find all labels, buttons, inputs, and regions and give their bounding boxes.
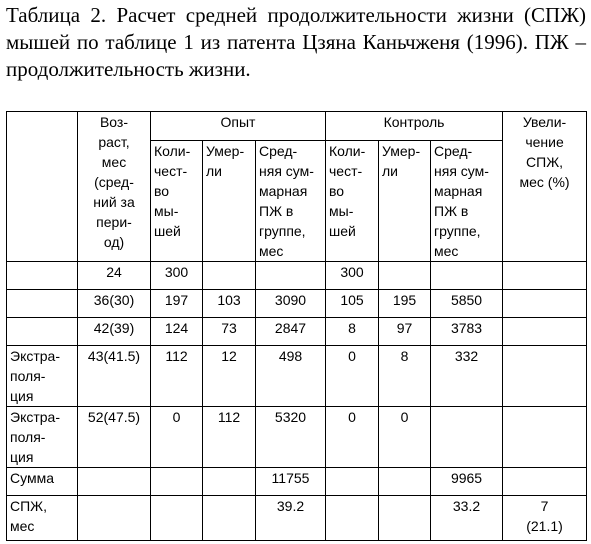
- age-cell: [78, 468, 151, 496]
- ctrl-count-cell: 105: [326, 290, 379, 318]
- ctrl-avg-cell: [431, 262, 503, 290]
- exp-avg-cell: 11755: [256, 468, 326, 496]
- ctrl-count-cell: [326, 496, 379, 541]
- increase-cell: 7 (21.1): [503, 496, 587, 541]
- exp-avg-cell: 5320: [256, 407, 326, 468]
- ctrl-died-cell: [379, 262, 431, 290]
- header-exp-avg: Сред- няя сум- марная ПЖ в группе, мес: [256, 141, 326, 262]
- ctrl-avg-cell: 332: [431, 346, 503, 407]
- exp-count-cell: [151, 496, 203, 541]
- header-row-1: [7, 112, 587, 141]
- ctrl-died-cell: 8: [379, 346, 431, 407]
- header-ctrl-died: Умер- ли: [379, 141, 431, 262]
- header-age: Воз- раст, мес (сред- ний за пери- од): [78, 112, 151, 262]
- table-row: [7, 262, 587, 290]
- table-row: [7, 496, 587, 541]
- header-ctrl-avg: Сред- няя сум- марная ПЖ в группе, мес: [431, 141, 503, 262]
- table-row: [7, 407, 587, 468]
- table-caption: Таблица 2. Расчет средней продолжительности жизни (СПЖ) мышей по таблице 1 из патента Цзяна Каньчженя (1996). ПЖ – продолжительность жизни.: [6, 3, 586, 81]
- ctrl-avg-cell: [431, 407, 503, 468]
- exp-count-cell: 124: [151, 318, 203, 346]
- table-row: [7, 290, 587, 318]
- table-row: [7, 318, 587, 346]
- age-cell: 42(39): [78, 318, 151, 346]
- age-cell: 36(30): [78, 290, 151, 318]
- ctrl-avg-cell: 9965: [431, 468, 503, 496]
- ctrl-died-cell: 97: [379, 318, 431, 346]
- header-exp-died: Умер- ли: [203, 141, 256, 262]
- exp-avg-cell: 498: [256, 346, 326, 407]
- table-row: [7, 346, 587, 407]
- exp-count-cell: 300: [151, 262, 203, 290]
- header-control: Контроль: [326, 112, 503, 141]
- increase-cell: [503, 290, 587, 318]
- row-label: [7, 290, 78, 318]
- exp-count-cell: 0: [151, 407, 203, 468]
- exp-avg-cell: [256, 262, 326, 290]
- exp-count-cell: [151, 468, 203, 496]
- increase-cell: [503, 346, 587, 407]
- exp-avg-cell: 3090: [256, 290, 326, 318]
- row-label: [7, 262, 78, 290]
- exp-died-cell: 73: [203, 318, 256, 346]
- exp-avg-cell: 2847: [256, 318, 326, 346]
- age-cell: 52(47.5): [78, 407, 151, 468]
- row-label: Экстра- поля- ция: [7, 407, 78, 468]
- ctrl-avg-cell: 3783: [431, 318, 503, 346]
- age-cell: 43(41.5): [78, 346, 151, 407]
- header-increase: Увели- чение СПЖ, мес (%): [503, 112, 587, 262]
- exp-died-cell: 103: [203, 290, 256, 318]
- corner-cell: [7, 112, 78, 262]
- table-row: [7, 468, 587, 496]
- increase-cell: [503, 407, 587, 468]
- ctrl-count-cell: 0: [326, 346, 379, 407]
- ctrl-count-cell: 0: [326, 407, 379, 468]
- row-label: Сумма: [7, 468, 78, 496]
- lifespan-table: [6, 111, 587, 541]
- exp-count-cell: 197: [151, 290, 203, 318]
- ctrl-avg-cell: 33.2: [431, 496, 503, 541]
- row-label: [7, 318, 78, 346]
- ctrl-died-cell: [379, 468, 431, 496]
- increase-cell: [503, 318, 587, 346]
- ctrl-died-cell: [379, 496, 431, 541]
- age-cell: [78, 496, 151, 541]
- exp-died-cell: [203, 496, 256, 541]
- ctrl-count-cell: [326, 468, 379, 496]
- row-label: Экстра- поля- ция: [7, 346, 78, 407]
- header-ctrl-count: Коли- чест- во мы- шей: [326, 141, 379, 262]
- exp-died-cell: 112: [203, 407, 256, 468]
- header-exp-count: Коли- чест- во мы- шей: [151, 141, 203, 262]
- exp-count-cell: 112: [151, 346, 203, 407]
- age-cell: 24: [78, 262, 151, 290]
- exp-died-cell: 12: [203, 346, 256, 407]
- exp-died-cell: [203, 468, 256, 496]
- ctrl-count-cell: 8: [326, 318, 379, 346]
- ctrl-died-cell: 0: [379, 407, 431, 468]
- increase-cell: [503, 262, 587, 290]
- ctrl-count-cell: 300: [326, 262, 379, 290]
- exp-avg-cell: 39.2: [256, 496, 326, 541]
- ctrl-avg-cell: 5850: [431, 290, 503, 318]
- exp-died-cell: [203, 262, 256, 290]
- increase-cell: [503, 468, 587, 496]
- row-label: СПЖ, мес: [7, 496, 78, 541]
- header-experiment: Опыт: [151, 112, 326, 141]
- ctrl-died-cell: 195: [379, 290, 431, 318]
